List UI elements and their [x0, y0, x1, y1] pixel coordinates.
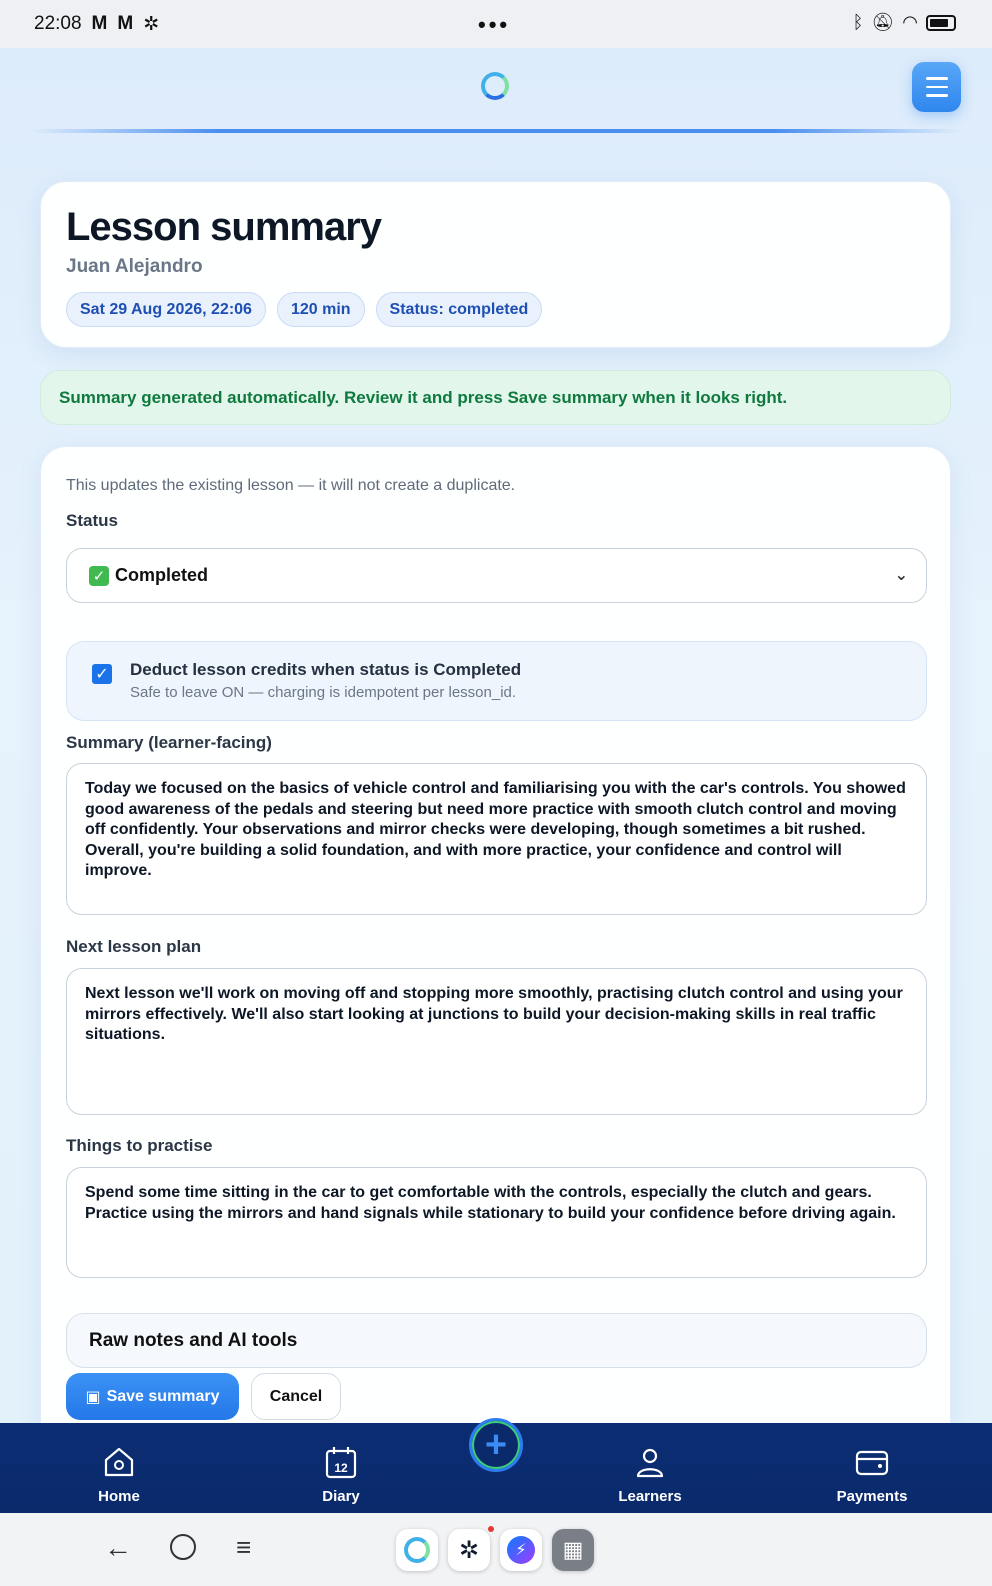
nav-diary-label: Diary	[322, 1488, 360, 1505]
floppy-disk-icon: ▣	[85, 1388, 101, 1406]
header-divider	[32, 129, 960, 133]
system-navigation	[0, 1513, 992, 1586]
summary-form	[40, 446, 951, 1426]
home-icon	[101, 1444, 137, 1480]
save-summary-label: Save summary	[106, 1387, 220, 1405]
deduct-credits-subtitle: Safe to leave ON — charging is idempotent per lesson_id.	[130, 684, 517, 701]
bluetooth-icon: ᛒ	[852, 12, 864, 32]
page-title: Lesson summary	[66, 205, 382, 249]
nav-diary[interactable]	[281, 1423, 401, 1513]
recent-apps-icon[interactable]: ≡	[236, 1532, 252, 1562]
lesson-chips	[66, 292, 925, 327]
save-summary-button[interactable]	[66, 1373, 239, 1420]
learner-name: Juan Alejandro	[66, 256, 203, 277]
app-logo-icon	[404, 1537, 430, 1563]
practise-textarea[interactable]: Spend some time sitting in the car to get comfortable with the controls, especially the clutch and gears. Practice using the mirrors and hand signals while stationary to build your confidence before driving again.	[66, 1167, 927, 1278]
status-select-value: Completed	[115, 565, 209, 585]
nav-learners[interactable]	[590, 1423, 710, 1513]
status-label: Status	[66, 511, 118, 530]
battery-icon	[926, 15, 956, 31]
check-mark-icon: ✓	[89, 566, 109, 586]
gmail-icon: M	[91, 13, 108, 34]
date-chip: Sat 29 Aug 2026, 22:06	[66, 292, 266, 327]
deduct-credits-checkbox[interactable]: ✓	[92, 664, 112, 684]
nav-payments-label: Payments	[836, 1488, 908, 1505]
calendar-icon	[323, 1444, 359, 1480]
deduct-credits-option	[66, 641, 927, 721]
cancel-button[interactable]: Cancel	[251, 1373, 341, 1420]
notification-dot	[488, 1526, 494, 1532]
nav-home-label: Home	[98, 1488, 140, 1505]
plus-icon: +	[484, 1423, 508, 1466]
app-grid-icon[interactable]	[552, 1529, 594, 1571]
person-icon	[632, 1444, 668, 1480]
menu-button[interactable]	[912, 62, 961, 112]
more-dots: •••	[478, 12, 511, 37]
next-lesson-textarea[interactable]: Next lesson we'll work on moving off and stopping more smoothly, practising clutch control and using your mirrors effectively. We'll also start looking at junctions to build your decision-making skills in real traffic situations.	[66, 968, 927, 1115]
summary-label: Summary (learner-facing)	[66, 733, 272, 752]
hamburger-icon	[926, 77, 948, 80]
app-logo-icon	[481, 72, 509, 100]
raw-notes-accordion[interactable]: Raw notes and AI tools	[66, 1313, 927, 1368]
openai-icon: ✲	[458, 1536, 480, 1564]
status-chip: Status: completed	[376, 292, 543, 327]
mute-bell-icon: 🔕︎	[871, 12, 895, 32]
clock: 22:08	[34, 13, 82, 34]
messenger-icon: ⚡	[507, 1536, 535, 1564]
lesson-header-card	[40, 181, 951, 348]
practise-label: Things to practise	[66, 1136, 213, 1155]
nav-learners-label: Learners	[618, 1488, 682, 1505]
home-circle-icon[interactable]	[170, 1534, 196, 1560]
nav-home[interactable]	[59, 1423, 179, 1513]
next-lesson-label: Next lesson plan	[66, 937, 202, 956]
duration-chip: 120 min	[277, 292, 365, 327]
nav-payments[interactable]	[812, 1423, 932, 1513]
status-select[interactable]	[66, 548, 927, 603]
app-dock-icon[interactable]	[396, 1529, 438, 1571]
gmail-icon: M	[117, 13, 134, 34]
summary-textarea[interactable]: Today we focused on the basics of vehicle control and familiarising you with the car's controls. You showed good awareness of the pedals and steering but need more practice with smooth clutch control and moving off confidently. Your observations and mirror checks were developing, though sometimes a bit rushed. Overall, you're building a solid foundation, and with more practice, your confidence and control will improve.	[66, 763, 927, 915]
grid-icon: ▦	[562, 1537, 584, 1562]
svg-text:12: 12	[334, 1461, 348, 1475]
status-bar	[0, 0, 992, 48]
wallet-icon	[854, 1444, 890, 1480]
update-hint: This updates the existing lesson — it will not create a duplicate.	[66, 477, 516, 494]
openai-icon: ✲	[143, 13, 160, 35]
back-icon[interactable]: ←	[104, 1532, 132, 1563]
deduct-credits-title: Deduct lesson credits when status is Completed	[130, 660, 522, 679]
chatgpt-app-icon[interactable]	[448, 1529, 490, 1571]
chevron-down-icon: ⌄	[894, 567, 908, 584]
add-lesson-button[interactable]	[469, 1418, 523, 1472]
messenger-app-icon[interactable]	[500, 1529, 542, 1571]
auto-summary-notice: Summary generated automatically. Review it and press Save summary when it looks right.	[40, 370, 951, 425]
wifi-icon: ◠	[902, 12, 918, 32]
